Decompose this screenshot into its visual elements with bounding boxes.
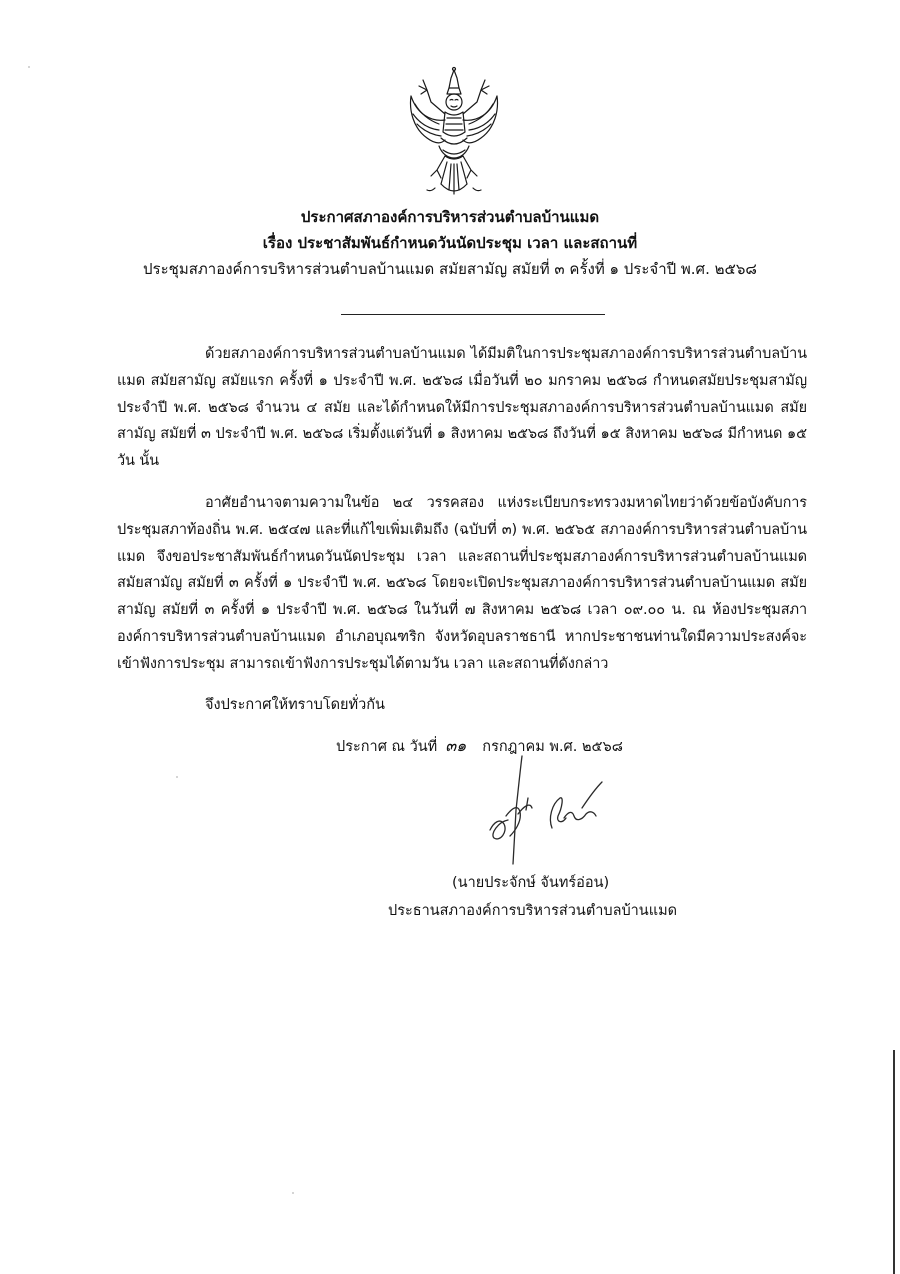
announcement-date-prefix: ประกาศ ณ วันที่ <box>336 739 438 755</box>
signatory-title: ประธานสภาองค์การบริหารส่วนตำบลบ้านแมด <box>388 903 678 919</box>
signatory-name: (นายประจักษ์ จันทร์อ่อน) <box>452 875 610 891</box>
announcement-title: ประกาศสภาองค์การบริหารส่วนตำบลบ้านแมด <box>300 208 600 226</box>
announcement-day-handwritten: ๓๑ <box>445 736 467 755</box>
scan-speck <box>28 66 30 68</box>
handwritten-signature <box>478 752 618 870</box>
announcement-subject: เรื่อง ประชาสัมพันธ์กำหนดวันนัดประชุม เวลา และสถานที่ <box>262 234 638 252</box>
scan-speck <box>292 1192 294 1194</box>
scan-edge-line <box>893 1050 895 1274</box>
announcement-month-year: กรกฎาคม พ.ศ. ๒๕๖๘ <box>482 739 623 755</box>
scan-speck <box>176 776 178 778</box>
garuda-emblem <box>405 66 503 200</box>
announcement-session-line: ประชุมสภาองค์การบริหารส่วนตำบลบ้านแมด สมัยสามัญ สมัยที่ ๓ ครั้งที่ ๑ ประจำปี พ.ศ. ๒๕๖๘ <box>143 260 757 278</box>
header-divider <box>341 314 605 315</box>
body-paragraph-1: ด้วยสภาองค์การบริหารส่วนตำบลบ้านแมด ได้มีมติในการประชุมสภาองค์การบริหารส่วนตำบลบ้านแมด สมัยสามัญ สมัยแรก ครั้งที่ ๑ ประจำปี พ.ศ. ๒๕๖๘ เมื่อวันที่ ๒๐ มกราคม ๒๕๖๘ กำหนดสมัยประชุมสามัญ ประจำปี พ.ศ. ๒๕๖๘ จำนวน ๔ สมัย และได้กำหนดให้มีการประชุมสภาองค์การบริหารส่วนตำบลบ้านแมด สมัยสามัญ สมัยที่ ๓ ประจำปี พ.ศ. ๒๕๖๘ เริ่มตั้งแต่วันที่ ๑ สิงหาคม ๒๕๖๘ ถึงวันที่ ๑๕ สิงหาคม ๒๕๖๘ มีกำหนด ๑๕ วัน นั้น <box>117 346 807 470</box>
body-paragraph-2: อาศัยอำนาจตามความในข้อ ๒๔ วรรคสอง แห่งระเบียบกระทรวงมหาดไทยว่าด้วยข้อบังคับการประชุมสภาท้องถิ่น พ.ศ. ๒๕๔๗ และที่แก้ไขเพิ่มเติมถึง (ฉบับที่ ๓) พ.ศ. ๒๕๖๕ สภาองค์การบริหารส่วนตำบลบ้านแมด จึงขอประชาสัมพันธ์กำหนดวันนัดประชุม เวลา และสถานที่ประชุมสภาองค์การบริหารส่วนตำบลบ้านแมด สมัยสามัญ สมัยที่ ๓ ครั้งที่ ๑ ประจำปี พ.ศ. ๒๕๖๘ โดยจะเปิดประชุมสภาองค์การบริหารส่วนตำบลบ้านแมด สมัยสามัญ สมัยที่ ๓ ครั้งที่ ๑ ประจำปี พ.ศ. ๒๕๖๘ ในวันที่ ๗ สิงหาคม ๒๕๖๘ เวลา ๐๙.๐๐ น. ณ ห้องประชุมสภาองค์การบริหารส่วนตำบลบ้านแมด อำเภอบุณฑริก จังหวัดอุบลราชธานี หากประชาชนท่านใดมีความประสงค์จะเข้าฟังการประชุม สามารถเข้าฟังการประชุมได้ตามวัน เวลา และสถานที่ดังกล่าว <box>117 495 807 672</box>
closing-statement: จึงประกาศให้ทราบโดยทั่วกัน <box>205 697 385 713</box>
